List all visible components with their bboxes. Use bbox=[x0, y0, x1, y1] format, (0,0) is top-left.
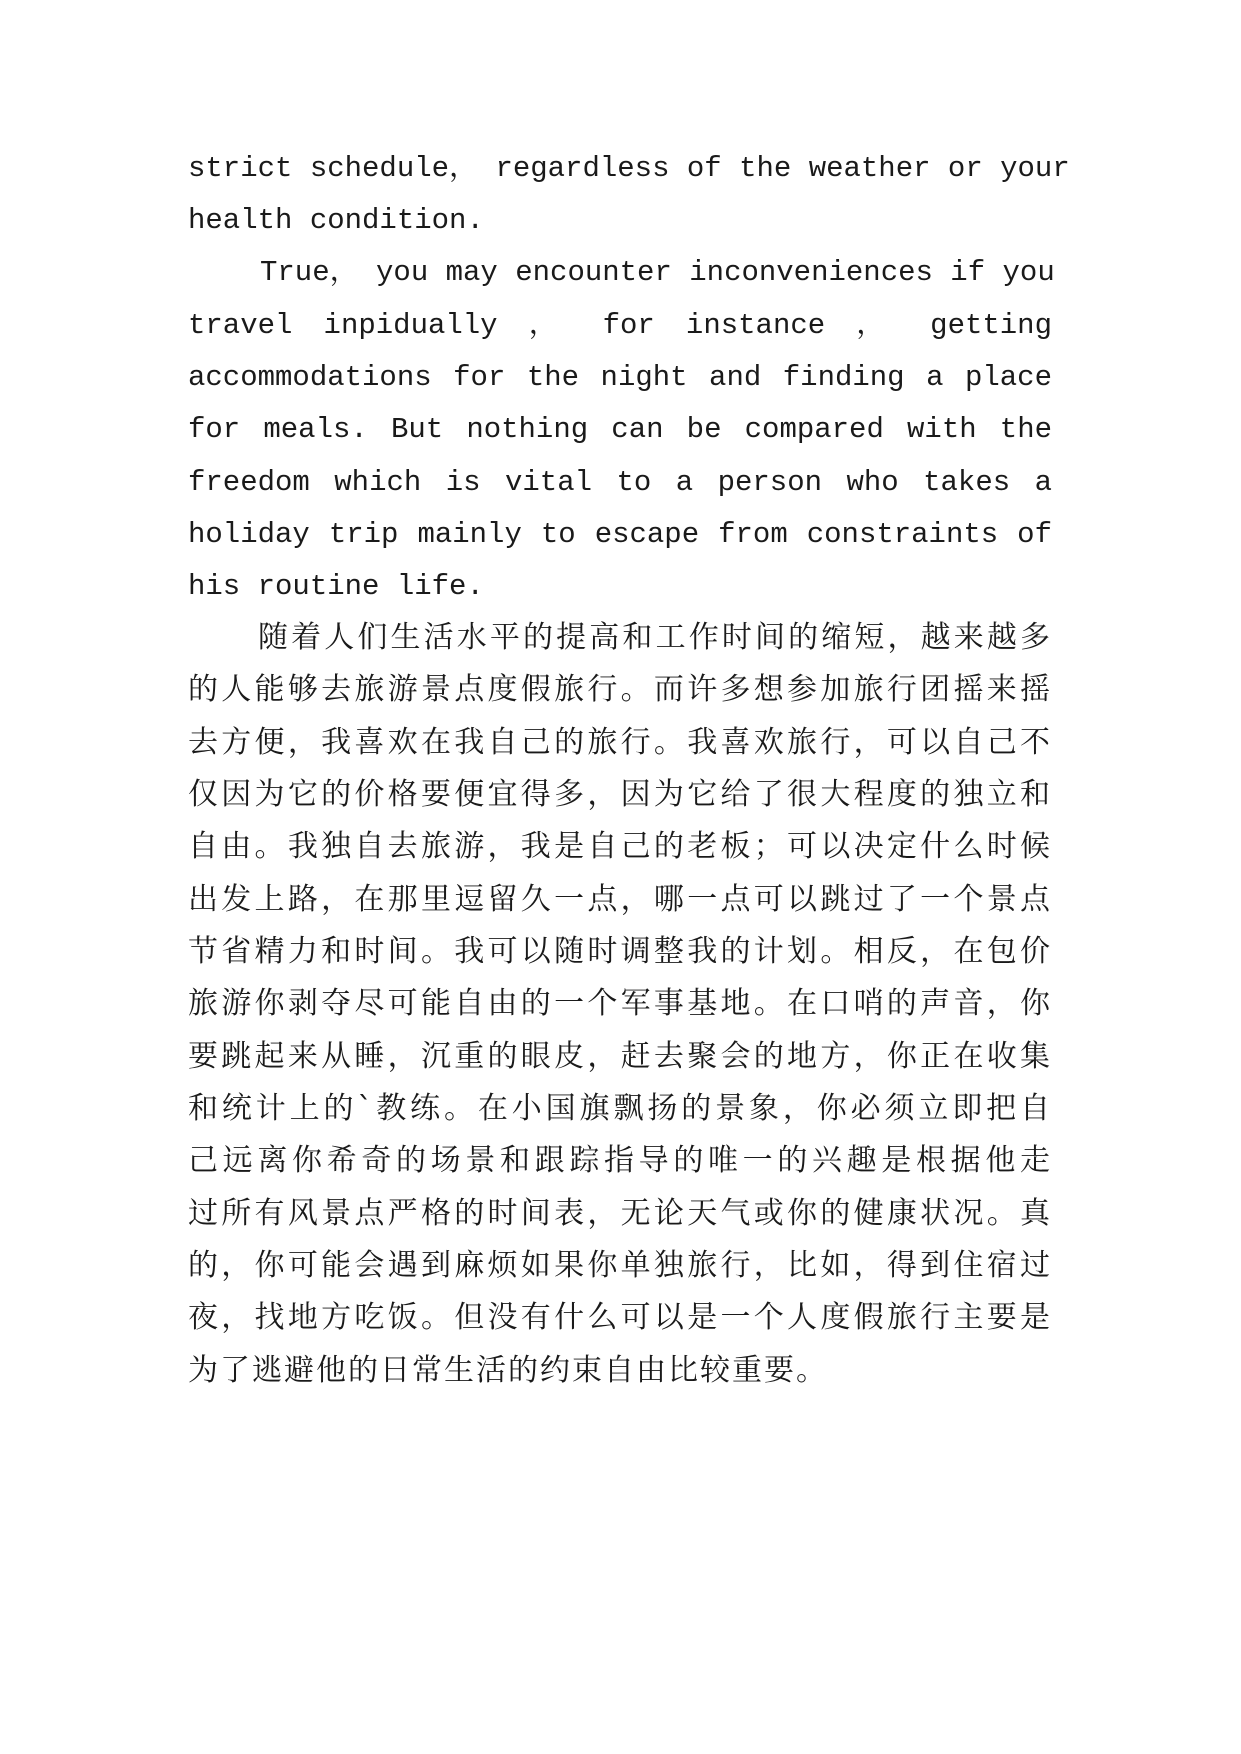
text-line: 旅游你剥夺尽可能自由的一个军事基地。在口哨的声音，你 bbox=[188, 986, 1052, 1021]
text-line: 己远离你希奇的场景和跟踪指导的唯一的兴趣是根据他走 bbox=[188, 1143, 1052, 1178]
text-line: 和统计上的`教练。在小国旗飘扬的景象，你必须立即把自 bbox=[188, 1091, 1052, 1126]
text-line: 自由。我独自去旅游，我是自己的老板；可以决定什么时候 bbox=[188, 829, 1052, 864]
text-line: health condition. bbox=[188, 204, 484, 237]
text-line: 去方便，我喜欢在我自己的旅行。我喜欢旅行，可以自己不 bbox=[188, 725, 1052, 760]
text-line: True， you may encounter inconveniences if you bbox=[260, 256, 1055, 289]
text-line: 随着人们生活水平的提高和工作时间的缩短，越来越多 bbox=[258, 620, 1052, 655]
text-line: 的，你可能会遇到麻烦如果你单独旅行，比如，得到住宿过 bbox=[188, 1248, 1052, 1283]
text-line: travel inpidually ， for instance ， getting bbox=[188, 309, 1052, 342]
text-line: for meals. But nothing can be compared with the bbox=[188, 413, 1052, 446]
text-line: strict schedule， regardless of the weather or your bbox=[188, 152, 1070, 185]
text-line: 过所有风景点严格的时间表，无论天气或你的健康状况。真 bbox=[188, 1196, 1052, 1231]
text-line: holiday trip mainly to escape from constraints of bbox=[188, 518, 1052, 551]
text-line: 夜，找地方吃饭。但没有什么可以是一个人度假旅行主要是 bbox=[188, 1300, 1052, 1335]
text-line: 节省精力和时间。我可以随时调整我的计划。相反，在包价 bbox=[188, 934, 1052, 969]
text-line: 出发上路，在那里逗留久一点，哪一点可以跳过了一个景点 bbox=[188, 882, 1052, 917]
text-line: 要跳起来从睡，沉重的眼皮，赶去聚会的地方，你正在收集 bbox=[188, 1039, 1052, 1074]
text-line: freedom which is vital to a person who takes a bbox=[188, 466, 1052, 499]
text-line: accommodations for the night and finding a place bbox=[188, 361, 1052, 394]
text-line: 的人能够去旅游景点度假旅行。而许多想参加旅行团摇来摇 bbox=[188, 672, 1052, 707]
text-line: his routine life. bbox=[188, 570, 484, 603]
text-line: 为了逃避他的日常生活的约束自由比较重要。 bbox=[188, 1353, 828, 1388]
text-line: 仅因为它的价格要便宜得多，因为它给了很大程度的独立和 bbox=[188, 777, 1052, 812]
